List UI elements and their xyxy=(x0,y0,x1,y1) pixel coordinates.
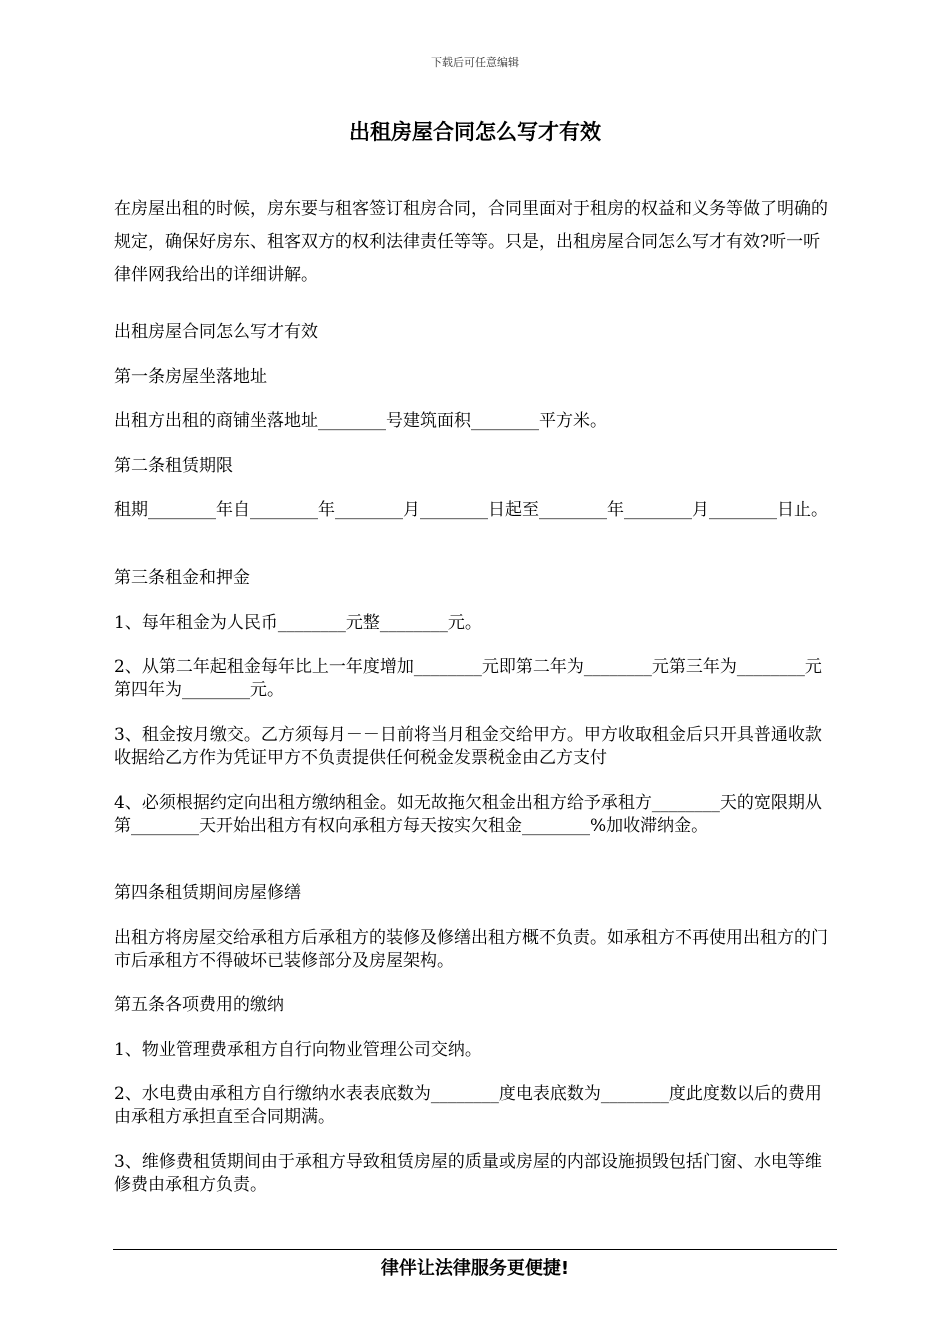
clause-heading-2: 第二条租赁期限 xyxy=(114,456,233,476)
footer-divider xyxy=(113,1249,837,1250)
clause-5-item-3: 3、维修费租赁期间由于承租方导致租赁房屋的质量或房屋的内部设施损毁包括门窗、水电等维修费由承租方负责。 xyxy=(114,1152,822,1195)
clause-heading-5: 第五条各项费用的缴纳 xyxy=(114,995,284,1015)
clause-1-text: 出租方出租的商铺坐落地址________号建筑面积________平方米。 xyxy=(114,411,607,431)
document-title: 出租房屋合同怎么写才有效 xyxy=(349,120,601,144)
clause-5-item-1: 1、物业管理费承租方自行向物业管理公司交纳。 xyxy=(114,1040,482,1060)
clause-5-item-2: 2、水电费由承租方自行缴纳水表表底数为________度电表底数为________度此度数以后的费用由承租方承担直至合同期满。 xyxy=(114,1084,822,1127)
intro-paragraph: 在房屋出租的时候，房东要与租客签订租房合同，合同里面对于租房的权益和义务等做了明确的规定，确保好房东、租客双方的权利法律责任等等。只是，出租房屋合同怎么写才有效?听一听律伴网我给出的详细讲解。 xyxy=(114,199,828,285)
section-heading: 出租房屋合同怎么写才有效 xyxy=(114,322,318,342)
clause-2-text: 租期________年自________年________月________日起至________年________月________日止。 xyxy=(114,500,828,520)
clause-heading-1: 第一条房屋坐落地址 xyxy=(114,367,267,387)
clause-3-item-2: 2、从第二年起租金每年比上一年度增加________元即第二年为________元第三年为________元第四年为________元。 xyxy=(114,657,822,700)
clause-3-item-1: 1、每年租金为人民币________元整________元。 xyxy=(114,613,482,633)
clause-3-item-3: 3、租金按月缴交。乙方须每月－－日前将当月租金交给甲方。甲方收取租金后只开具普通收款收据给乙方作为凭证甲方不负责提供任何税金发票税金由乙方支付 xyxy=(114,725,822,768)
clause-heading-4: 第四条租赁期间房屋修缮 xyxy=(114,883,301,903)
clause-heading-3: 第三条租金和押金 xyxy=(114,568,250,588)
footer-slogan: 律伴让法律服务更便捷! xyxy=(380,1258,570,1279)
page-header-note: 下载后可任意编辑 xyxy=(431,56,519,69)
clause-3-item-4: 4、必须根据约定向出租方缴纳租金。如无故拖欠租金出租方给予承租方________天的宽限期从第________天开始出租方有权向承租方每天按实欠租金________%加收滞纳金。 xyxy=(114,793,822,836)
clause-4-text: 出租方将房屋交给承租方后承租方的装修及修缮出租方概不负责。如承租方不再使用出租方的门市后承租方不得破坏已装修部分及房屋架构。 xyxy=(114,928,828,971)
